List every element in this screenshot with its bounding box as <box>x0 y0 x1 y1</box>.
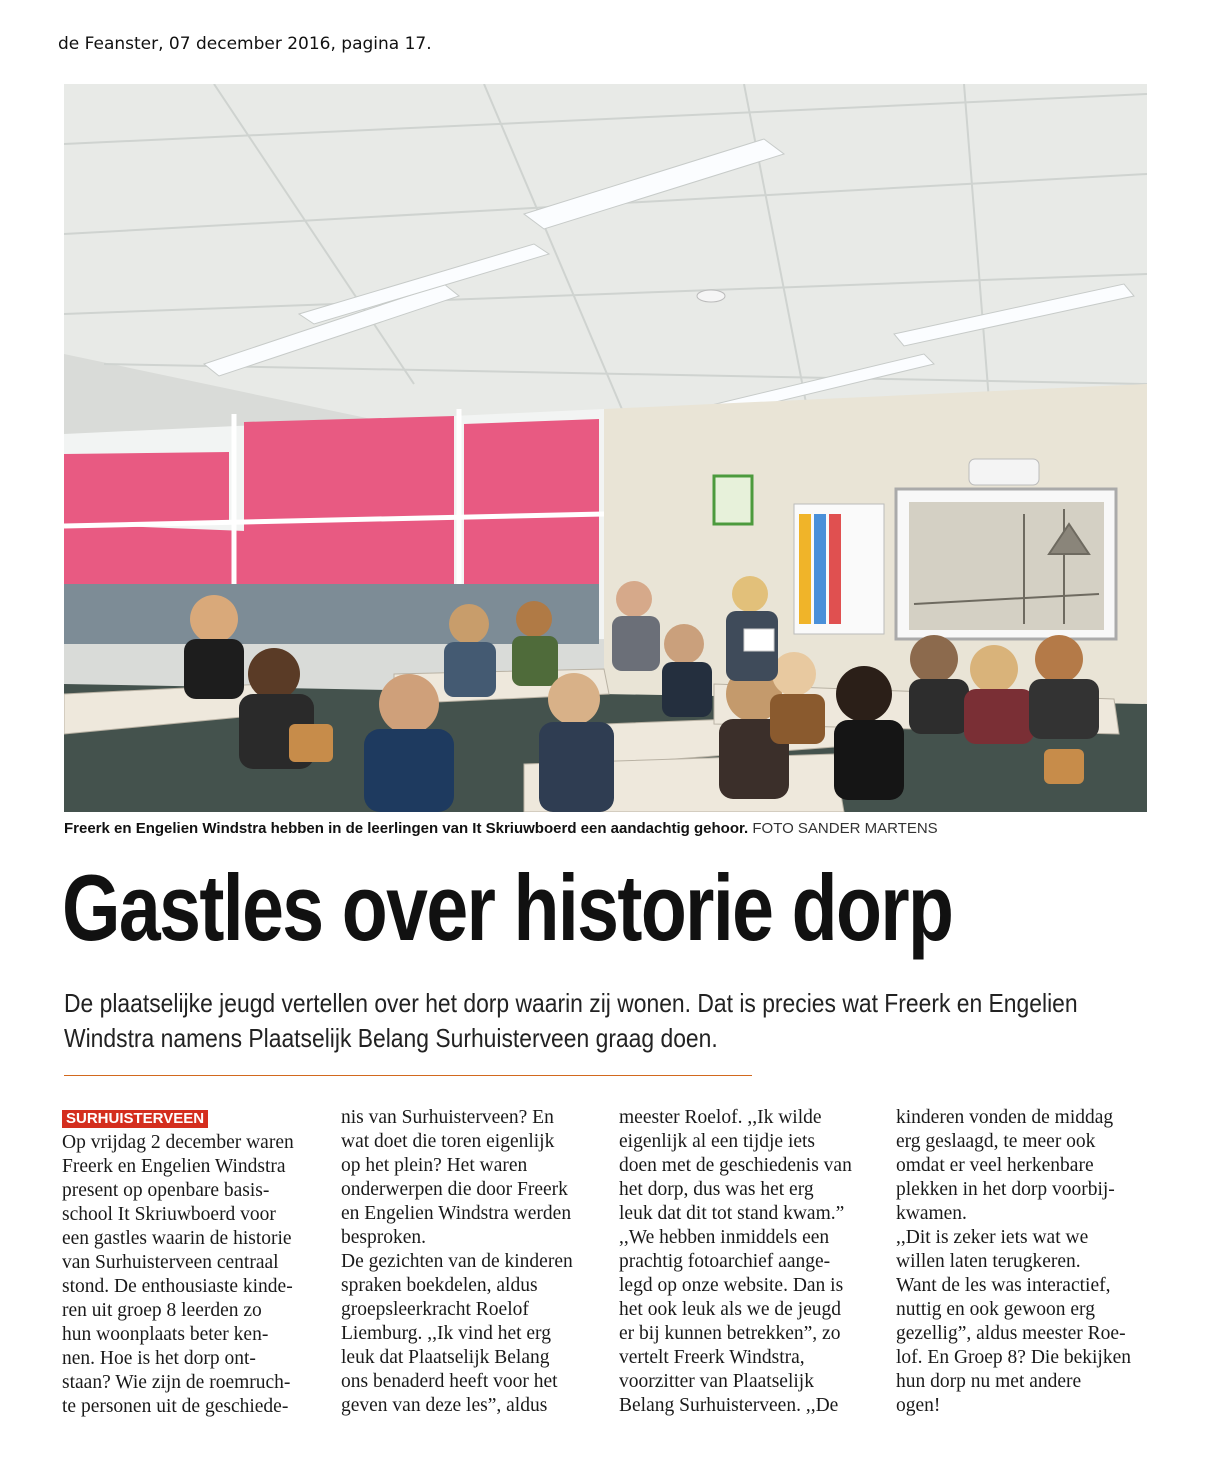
column-line: staan? Wie zijn de roemruch- <box>62 1372 291 1393</box>
article-column-4 <box>896 1106 1151 1418</box>
column-line: kinderen vonden de middag <box>896 1107 1114 1128</box>
intro-paragraph <box>64 986 1154 1056</box>
column-line: nis van Surhuisterveen? En <box>341 1107 554 1128</box>
column-line: het ook leuk als we de jeugd <box>619 1299 842 1320</box>
projected-old-photo <box>909 502 1104 630</box>
column-line: legd op onze website. Dan is <box>619 1275 844 1296</box>
column-line: eigenlijk al een tijdje iets <box>619 1131 816 1152</box>
column-line: meester Roelof. ,,Ik wilde <box>619 1107 822 1128</box>
column-line: nen. Hoe is het dorp ont- <box>62 1348 256 1369</box>
column-line: vertelt Freerk Windstra, <box>619 1347 805 1368</box>
column-line: kwamen. <box>896 1203 967 1224</box>
intro-line: Windstra namens Plaatselijk Belang Surhuisterveen graag doen. <box>64 1023 718 1053</box>
column-line: er bij kunnen betrekken”, zo <box>619 1323 841 1344</box>
projector <box>969 459 1039 485</box>
article-column-2 <box>341 1106 596 1418</box>
column-line: Want de les was interactief, <box>896 1275 1111 1296</box>
column-line: plekken in het dorp voorbij- <box>896 1179 1115 1200</box>
column-line: wat doet die toren eigenlijk <box>341 1131 555 1152</box>
section-rule <box>64 1075 752 1076</box>
column-line: een gastles waarin de historie <box>62 1228 292 1249</box>
column-line: onderwerpen die door Freerk <box>341 1179 568 1200</box>
column-line: leuk dat Plaatselijk Belang <box>341 1347 550 1368</box>
smoke-detector <box>697 290 725 302</box>
intro-line: De plaatselijke jeugd vertellen over het dorp waarin zij wonen. Dat is precies wat Freerk en Engelien <box>64 988 1078 1018</box>
dateline-tag: SURHUISTERVEEN <box>62 1110 208 1128</box>
column-line: ons benaderd heeft voor het <box>341 1371 558 1392</box>
column-line: op het plein? Het waren <box>341 1155 528 1176</box>
column-line: besproken. <box>341 1227 427 1248</box>
caption-text: Freerk en Engelien Windstra hebben in de leerlingen van It Skriuwboerd een aandachtig gehoor. <box>64 820 749 837</box>
photo-credit: FOTO SANDER MARTENS <box>752 820 938 837</box>
column-line: geven van deze les”, aldus <box>341 1395 548 1416</box>
column-line: willen laten terugkeren. <box>896 1251 1081 1272</box>
column-line: voorzitter van Plaatselijk <box>619 1371 814 1392</box>
column-line: leuk dat dit tot stand kwam.” <box>619 1203 845 1224</box>
column-line: gezellig”, aldus meester Roe- <box>896 1323 1126 1344</box>
article-column-1 <box>62 1106 317 1419</box>
column-line: van Surhuisterveen centraal <box>62 1252 279 1273</box>
column-line: stond. De enthousiaste kinde- <box>62 1276 293 1297</box>
column-line: school It Skriuwboerd voor <box>62 1204 276 1225</box>
column-line: hun woonplaats beter ken- <box>62 1324 269 1345</box>
headline: Gastles over historie dorp <box>62 855 953 960</box>
notice-board <box>714 476 752 524</box>
column-line: lof. En Groep 8? Die bekijken <box>896 1347 1132 1368</box>
column-line: Freerk en Engelien Windstra <box>62 1156 286 1177</box>
article-column-3 <box>619 1106 874 1418</box>
poster-stripes <box>799 514 841 624</box>
column-line: en Engelien Windstra werden <box>341 1203 572 1224</box>
column-line: doen met de geschiedenis van <box>619 1155 852 1176</box>
column-line: Op vrijdag 2 december waren <box>62 1132 294 1153</box>
column-line: groepsleerkracht Roelof <box>341 1299 529 1320</box>
column-line: ren uit groep 8 leerden zo <box>62 1300 262 1321</box>
column-line: Belang Surhuisterveen. ,,De <box>619 1395 839 1416</box>
column-line: ,,Dit is zeker iets wat we <box>896 1227 1089 1248</box>
column-line: present op openbare basis- <box>62 1180 270 1201</box>
photo-caption <box>64 820 1154 837</box>
classroom-illustration <box>64 84 1147 812</box>
classroom-photo <box>64 84 1147 812</box>
column-line: erg geslaagd, te meer ook <box>896 1131 1096 1152</box>
column-line: hun dorp nu met andere <box>896 1371 1082 1392</box>
column-line: spraken boekdelen, aldus <box>341 1275 538 1296</box>
column-line: nuttig en ook gewoon erg <box>896 1299 1095 1320</box>
column-line: te personen uit de geschiede- <box>62 1396 289 1417</box>
source-line: de Feanster, 07 december 2016, pagina 17. <box>58 34 432 54</box>
column-line: het dorp, dus was het erg <box>619 1179 814 1200</box>
column-line: ogen! <box>896 1395 941 1416</box>
column-line: omdat er veel herkenbare <box>896 1155 1094 1176</box>
column-line: prachtig fotoarchief aange- <box>619 1251 831 1272</box>
column-line: ,,We hebben inmiddels een <box>619 1227 830 1248</box>
column-line: Liemburg. ,,Ik vind het erg <box>341 1323 551 1344</box>
column-line: De gezichten van de kinderen <box>341 1251 573 1272</box>
